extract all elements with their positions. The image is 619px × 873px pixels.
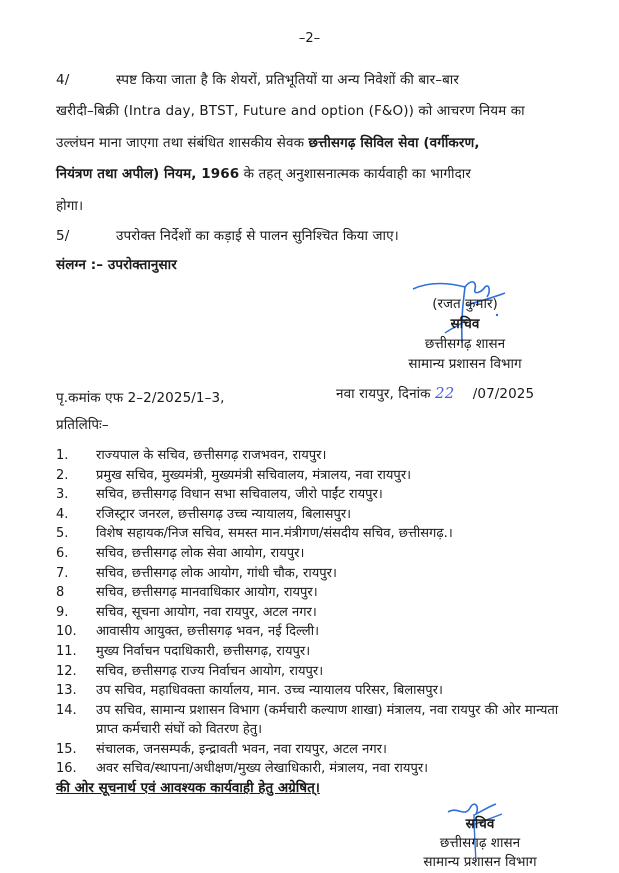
- copy-list-item: [56, 583, 576, 603]
- item-number: 15.: [56, 741, 77, 757]
- signatory2-designation: सचिव: [465, 816, 495, 832]
- para4-line4: [56, 164, 471, 182]
- copy-list-item: [56, 681, 576, 701]
- copy-list-item: [56, 524, 576, 544]
- copy-list-item: [56, 485, 576, 505]
- item-number: 4.: [56, 506, 69, 522]
- item-text: संचालक, जनसम्पर्क, इन्द्रावती भवन, नवा रायपुर, अटल नगर।: [96, 741, 387, 757]
- copy-list-item: [56, 701, 576, 740]
- copy-list-item: [56, 662, 576, 682]
- copy-list-item: [56, 603, 576, 623]
- rule-name-part2: नियंत्रण तथा अपील) नियम, 1966: [56, 166, 240, 182]
- para4-line5: होगा।: [56, 198, 84, 214]
- item-text: आवासीय आयुक्त, छत्तीसगढ़ भवन, नई दिल्ली।: [96, 624, 320, 640]
- copy-list: [56, 446, 576, 779]
- item-number: 9.: [56, 604, 69, 620]
- item-text: सचिव, छत्तीसगढ़ लोक आयोग, गांधी चौक, रायपुर।: [96, 565, 337, 581]
- item-text: सचिव, छत्तीसगढ़ विधान सभा सचिवालय, जीरो पाईंट रायपुर।: [96, 487, 383, 503]
- para4-line3: [56, 133, 480, 151]
- copy-list-item: [56, 446, 576, 466]
- copy-list-item: [56, 622, 576, 642]
- signatory-dept: सामान्य प्रशासन विभाग: [408, 356, 522, 372]
- copy-list-item: [56, 564, 576, 584]
- item-number: 10.: [56, 624, 77, 640]
- item-number: 13.: [56, 683, 77, 699]
- item-text: रजिस्ट्रार जनरल, छत्तीसगढ़ उच्च न्यायालय, बिलासपुर।: [96, 506, 352, 522]
- para4-text-1: स्पष्ट किया जाता है कि शेयरों, प्रतिभूतियों या अन्य निवेशों की बार–बार: [116, 72, 460, 88]
- para5-number: 5/: [56, 228, 70, 244]
- item-text: राज्यपाल के सचिव, छत्तीसगढ़ राजभवन, रायपुर।: [96, 448, 327, 463]
- item-number: 2.: [56, 467, 69, 483]
- item-number: 16.: [56, 761, 77, 777]
- signatory-govt: छत्तीसगढ़ शासन: [424, 336, 506, 352]
- page-number: –2–: [298, 31, 321, 46]
- para4-text-4: के तहत् अनुशासनात्मक कार्यवाही का भागीदार: [239, 166, 471, 182]
- copy-list-item: [56, 740, 576, 760]
- para4-text-3: उल्लंघन माना जाएगा तथा संबंधित शासकीय सेवक: [56, 135, 309, 151]
- item-number: 3.: [56, 487, 69, 503]
- signatory2-govt: छत्तीसगढ़ शासन: [439, 835, 521, 851]
- forwarding-note: की ओर सूचनार्थ एवं आवश्यक कार्यवाही हेतु अग्रेषित्।: [56, 780, 320, 796]
- endorsement-reference: पृ.कमांक एफ 2–2/2025/1–3,: [56, 390, 225, 406]
- item-number: 11.: [56, 643, 77, 659]
- paragraph-5: [56, 226, 399, 244]
- enclosure-note: संलग्न :– उपरोक्तानुसार: [56, 257, 177, 273]
- item-text: उप सचिव, महाधिवक्ता कार्यालय, मान. उच्च न्यायालय परिसर, बिलासपुर।: [96, 683, 443, 699]
- signatory2-dept: सामान्य प्रशासन विभाग: [423, 854, 537, 870]
- item-number: 1.: [56, 448, 69, 463]
- signature-block-2: [405, 815, 555, 872]
- item-text: विशेष सहायक/निज सचिव, समस्त मान.मंत्रीगण/संसदीय सचिव, छत्तीसगढ़.।: [96, 526, 453, 542]
- endorsement-date: [336, 384, 534, 402]
- item-text: सचिव, छत्तीसगढ़ मानवाधिकार आयोग, रायपुर।: [96, 585, 318, 601]
- copy-list-item: [56, 642, 576, 662]
- place-date-prefix: नवा रायपुर, दिनांक: [336, 386, 431, 402]
- item-number: 14.: [56, 702, 77, 718]
- copy-list-item: [56, 505, 576, 525]
- para4-line2: खरीदी–बिक्री (Intra day, BTST, Future and option (F&O)) को आचरण नियम का: [56, 103, 525, 119]
- rule-name-part1: छत्तीसगढ़ सिविल सेवा (वर्गीकरण,: [308, 135, 480, 151]
- item-number: 8: [56, 585, 65, 601]
- copy-list-item: [56, 544, 576, 564]
- para4-number: 4/: [56, 72, 70, 88]
- date-suffix: /07/2025: [472, 386, 535, 402]
- handwritten-day: 22: [435, 384, 455, 402]
- item-number: 5.: [56, 526, 69, 542]
- item-text: अवर सचिव/स्थापना/अधीक्षण/मुख्य लेखाधिकारी, मंत्रालय, नवा रायपुर।: [96, 761, 429, 777]
- copy-list-item: [56, 466, 576, 486]
- item-text: प्रमुख सचिव, मुख्यमंत्री, मुख्यमंत्री सचिवालय, मंत्रालय, नवा रायपुर।: [96, 467, 412, 483]
- copy-list-item: [56, 759, 576, 779]
- signature-block-1: [380, 294, 550, 374]
- signatory-name: (रजत कुमार): [432, 296, 498, 312]
- item-number: 12.: [56, 663, 77, 679]
- item-number: 7.: [56, 565, 69, 581]
- copy-heading: प्रतिलिपिः–: [56, 417, 109, 433]
- item-text: उप सचिव, सामान्य प्रशासन विभाग (कर्मचारी कल्याण शाखा) मंत्रालय, नवा रायपुर की ओर मान्यता प्राप्त कर्मचारी संघों को वितरण हेतु।: [96, 702, 559, 738]
- item-text: सचिव, छत्तीसगढ़ राज्य निर्वाचन आयोग, रायपुर।: [96, 663, 324, 679]
- signatory-designation: सचिव: [450, 316, 480, 332]
- item-text: सचिव, छत्तीसगढ़ लोक सेवा आयोग, रायपुर।: [96, 545, 305, 561]
- item-text: मुख्य निर्वाचन पदाधिकारी, छत्तीसगढ़, रायपुर।: [96, 643, 311, 659]
- para4-line1: [56, 70, 459, 88]
- item-text: सचिव, सूचना आयोग, नवा रायपुर, अटल नगर।: [96, 604, 317, 620]
- para5-text: उपरोक्त निर्देशों का कड़ाई से पालन सुनिश्चित किया जाए।: [116, 228, 399, 244]
- item-number: 6.: [56, 545, 69, 561]
